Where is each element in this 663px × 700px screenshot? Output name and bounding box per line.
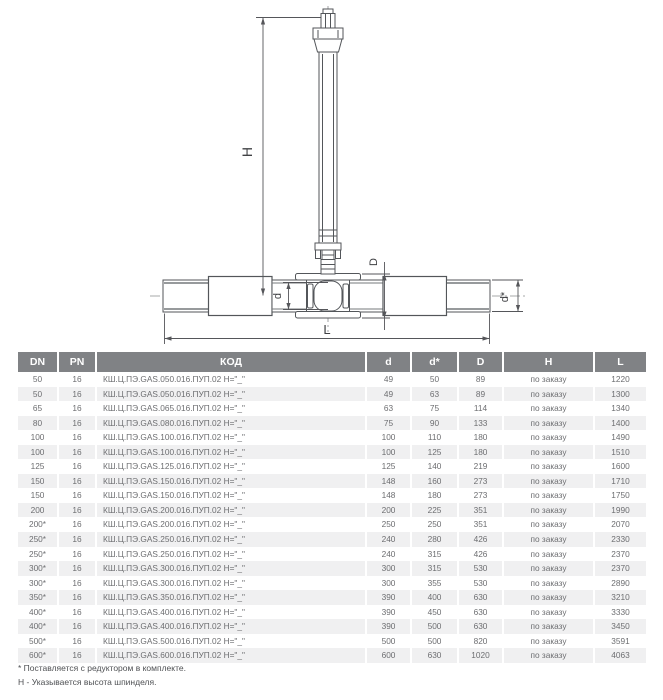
table-row [18, 590, 647, 605]
cell-D: 219 [473, 461, 488, 472]
table-row [18, 474, 647, 489]
table-row [18, 387, 647, 402]
cell-l: 1400 [595, 416, 646, 431]
cell-dstar: 110 [427, 432, 442, 443]
table-row [18, 605, 647, 620]
cell-dn: 100 [18, 445, 57, 460]
cell-D: 351 [473, 519, 488, 530]
cell-h: по заказу [504, 590, 593, 605]
cell-dstar: 315 [412, 561, 457, 576]
dim-label-d: d [272, 292, 284, 300]
cell-d: 148 [381, 490, 396, 501]
cell-dstar: 140 [427, 461, 442, 472]
cell-l: 3210 [595, 590, 646, 605]
table-row [18, 576, 647, 591]
cell-dn: 600* [18, 648, 57, 663]
cell-code: КШ.Ц.ПЭ.GAS.065.016.ПУП.02 Н="_" [103, 403, 245, 414]
cell-dn: 65 [32, 403, 43, 414]
cell-d: 250 [381, 519, 396, 530]
cell-h: по заказу [504, 648, 593, 663]
stem-assembly [313, 9, 343, 274]
cell-h: по заказу [504, 561, 593, 576]
header-d: d [367, 352, 410, 372]
cell-l: 1600 [611, 461, 630, 472]
cell-D: 630 [459, 619, 502, 634]
cell-D: 530 [459, 561, 502, 576]
cell-d: 300 [367, 561, 410, 576]
cell-pn: 16 [72, 432, 82, 443]
cell-dn: 250* [28, 548, 47, 559]
cell-pn: 16 [59, 619, 95, 634]
footnote-spindle-height: Н - Указывается высота шпинделя. [18, 677, 157, 687]
cell-h: по заказу [504, 445, 593, 460]
cell-dn: 200 [18, 503, 57, 518]
header-D: D [459, 352, 502, 372]
cell-pn: 16 [59, 474, 95, 489]
cell-dn: 125 [30, 461, 45, 472]
cell-dstar: 500 [412, 619, 457, 634]
cell-pn: 16 [59, 445, 95, 460]
header-h: H [504, 352, 593, 372]
cell-pn: 16 [59, 416, 95, 431]
cell-dstar: 63 [412, 387, 457, 402]
cell-code: КШ.Ц.ПЭ.GAS.080.016.ПУП.02 Н="_" [97, 416, 365, 431]
header-dn: DN [18, 352, 57, 372]
cell-dn: 50 [18, 387, 57, 402]
cell-l: 1990 [595, 503, 646, 518]
cell-h: по заказу [504, 503, 593, 518]
cell-dstar: 400 [412, 590, 457, 605]
cell-D: 89 [475, 374, 486, 384]
cell-l: 2370 [611, 548, 630, 559]
cell-code: КШ.Ц.ПЭ.GAS.400.016.ПУП.02 Н="_" [103, 606, 245, 617]
cell-dn: 400* [18, 619, 57, 634]
cell-pn: 16 [59, 648, 95, 663]
cell-pn: 16 [72, 635, 82, 646]
cell-h: по заказу [530, 374, 567, 384]
cell-dstar: 250 [427, 519, 442, 530]
cell-dstar: 225 [412, 503, 457, 518]
cell-dn: 200* [28, 519, 47, 530]
footnote-reducer: * Поставляется с редуктором в комплекте. [18, 663, 186, 673]
table-row [18, 401, 647, 416]
cell-d: 390 [367, 619, 410, 634]
cell-l: 3450 [595, 619, 646, 634]
cell-D: 180 [459, 445, 502, 460]
cell-D: 530 [473, 577, 488, 588]
cell-d: 500 [381, 635, 396, 646]
cell-h: по заказу [504, 532, 593, 547]
cell-pn: 16 [59, 561, 95, 576]
cell-d: 600 [367, 648, 410, 663]
cell-D: 630 [473, 606, 488, 617]
left-pipe-end [163, 280, 209, 312]
cell-h: по заказу [530, 461, 567, 472]
right-pipe-end [447, 280, 491, 312]
cell-d: 240 [367, 532, 410, 547]
cell-pn: 16 [72, 403, 82, 414]
table-row [18, 532, 647, 547]
cell-code: КШ.Ц.ПЭ.GAS.125.016.ПУП.02 Н="_" [103, 461, 245, 472]
cell-l: 4063 [595, 648, 646, 663]
cell-dn: 350* [18, 590, 57, 605]
cell-l: 3591 [611, 635, 630, 646]
cell-h: по заказу [530, 403, 567, 414]
cell-pn: 16 [72, 490, 82, 501]
cell-l: 1300 [595, 387, 646, 402]
cell-l: 1710 [595, 474, 646, 489]
cell-d: 75 [367, 416, 410, 431]
cell-D: 273 [459, 474, 502, 489]
cell-D: 89 [459, 387, 502, 402]
cell-pn: 16 [59, 387, 95, 402]
cell-dn: 300* [18, 561, 57, 576]
cell-d: 49 [367, 387, 410, 402]
cell-code: КШ.Ц.ПЭ.GAS.150.016.ПУП.02 Н="_" [103, 490, 245, 501]
header-d-star: d* [412, 352, 457, 372]
cell-D: 630 [459, 590, 502, 605]
cell-h: по заказу [530, 635, 567, 646]
cell-code: КШ.Ц.ПЭ.GAS.300.016.ПУП.02 Н="_" [103, 577, 245, 588]
cell-h: по заказу [530, 490, 567, 501]
dim-label-d-star: d* [499, 291, 511, 303]
cell-dstar: 160 [412, 474, 457, 489]
cell-h: по заказу [530, 548, 567, 559]
cell-d: 49 [383, 374, 394, 384]
header-pn: PN [59, 352, 95, 372]
cell-code: КШ.Ц.ПЭ.GAS.100.016.ПУП.02 Н="_" [97, 445, 365, 460]
cell-dn: 500* [28, 635, 47, 646]
dim-label-H: H [239, 146, 255, 158]
cell-code: КШ.Ц.ПЭ.GAS.200.016.ПУП.02 Н="_" [103, 519, 245, 530]
cell-dstar: 500 [427, 635, 442, 646]
cell-pn: 16 [72, 577, 82, 588]
ball [314, 281, 342, 311]
cell-code: КШ.Ц.ПЭ.GAS.200.016.ПУП.02 Н="_" [97, 503, 365, 518]
dim-label-D: D [368, 258, 380, 266]
table-row [18, 547, 647, 562]
right-sleeve [383, 277, 447, 316]
cell-dn: 100 [30, 432, 45, 443]
cell-dstar: 280 [412, 532, 457, 547]
cell-code: КШ.Ц.ПЭ.GAS.050.016.ПУП.02 Н="_" [97, 387, 365, 402]
cell-pn: 16 [59, 503, 95, 518]
table-row [18, 372, 647, 387]
cell-l: 1490 [611, 432, 630, 443]
spec-table [18, 352, 647, 663]
cell-dstar: 75 [429, 403, 440, 414]
cell-d: 240 [381, 548, 396, 559]
cell-D: 133 [459, 416, 502, 431]
cell-pn: 16 [59, 532, 95, 547]
table-row [18, 517, 647, 532]
cell-l: 2070 [611, 519, 630, 530]
cell-code: КШ.Ц.ПЭ.GAS.350.016.ПУП.02 Н="_" [97, 590, 365, 605]
dim-label-L: L [323, 322, 331, 337]
table-header-row [18, 352, 647, 372]
cell-l: 2370 [595, 561, 646, 576]
cell-dn: 400* [28, 606, 47, 617]
table-row [18, 445, 647, 460]
cell-code: КШ.Ц.ПЭ.GAS.100.016.ПУП.02 Н="_" [103, 432, 245, 443]
table-row [18, 619, 647, 634]
cell-d: 100 [367, 445, 410, 460]
cell-D: 1020 [459, 648, 502, 663]
cell-code: КШ.Ц.ПЭ.GAS.250.016.ПУП.02 Н="_" [103, 548, 245, 559]
table-row [18, 416, 647, 431]
cell-D: 180 [473, 432, 488, 443]
cell-l: 1750 [611, 490, 630, 501]
cell-dn: 150 [18, 474, 57, 489]
cell-h: по заказу [504, 474, 593, 489]
cell-D: 820 [473, 635, 488, 646]
table-row [18, 503, 647, 518]
cell-D: 351 [459, 503, 502, 518]
header-l: L [595, 352, 646, 372]
table-body [18, 372, 647, 663]
cell-dn: 300* [28, 577, 47, 588]
cell-d: 63 [383, 403, 394, 414]
cell-pn: 16 [72, 606, 82, 617]
cell-h: по заказу [504, 619, 593, 634]
cell-dstar: 50 [429, 374, 440, 384]
cell-pn: 16 [59, 590, 95, 605]
cell-dn: 250* [18, 532, 57, 547]
cell-pn: 16 [72, 548, 82, 559]
table-row [18, 648, 647, 663]
cell-d: 200 [367, 503, 410, 518]
cell-pn: 16 [72, 519, 82, 530]
cell-code: КШ.Ц.ПЭ.GAS.050.016.ПУП.02 Н="_" [103, 374, 245, 384]
cell-h: по заказу [504, 387, 593, 402]
cell-D: 426 [473, 548, 488, 559]
cell-h: по заказу [530, 606, 567, 617]
cell-l: 1340 [611, 403, 630, 414]
cell-dstar: 315 [427, 548, 442, 559]
cell-dstar: 90 [412, 416, 457, 431]
cell-l: 2330 [595, 532, 646, 547]
cell-code: КШ.Ц.ПЭ.GAS.600.016.ПУП.02 Н="_" [97, 648, 365, 663]
cell-pn: 16 [72, 461, 82, 472]
cell-l: 2890 [611, 577, 630, 588]
cell-code: КШ.Ц.ПЭ.GAS.150.016.ПУП.02 Н="_" [97, 474, 365, 489]
cell-dn: 80 [18, 416, 57, 431]
cell-code: КШ.Ц.ПЭ.GAS.500.016.ПУП.02 Н="_" [103, 635, 245, 646]
right-mid-pipe [350, 280, 384, 312]
cell-code: КШ.Ц.ПЭ.GAS.250.016.ПУП.02 Н="_" [97, 532, 365, 547]
cell-pn: 16 [72, 374, 82, 384]
table-row [18, 430, 647, 445]
cell-code: КШ.Ц.ПЭ.GAS.300.016.ПУП.02 Н="_" [97, 561, 365, 576]
cell-d: 100 [381, 432, 396, 443]
cell-dstar: 450 [427, 606, 442, 617]
cell-dn: 50 [32, 374, 43, 384]
cell-l: 3330 [611, 606, 630, 617]
cell-dstar: 125 [412, 445, 457, 460]
left-sleeve [209, 277, 273, 316]
cell-D: 114 [473, 403, 488, 414]
cell-d: 300 [381, 577, 396, 588]
cell-l: 1220 [611, 374, 630, 384]
cell-d: 125 [381, 461, 396, 472]
cell-h: по заказу [530, 432, 567, 443]
cell-D: 273 [473, 490, 488, 501]
table-row [18, 634, 647, 649]
cell-dstar: 630 [412, 648, 457, 663]
cell-h: по заказу [530, 519, 567, 530]
dim-H [256, 18, 321, 296]
cell-dn: 150 [30, 490, 45, 501]
table-row [18, 561, 647, 576]
table-row [18, 488, 647, 503]
cell-dstar: 355 [427, 577, 442, 588]
cell-D: 426 [459, 532, 502, 547]
table-row [18, 459, 647, 474]
cell-d: 390 [381, 606, 396, 617]
cell-dstar: 180 [427, 490, 442, 501]
cell-l: 1510 [595, 445, 646, 460]
cell-d: 390 [367, 590, 410, 605]
cell-h: по заказу [504, 416, 593, 431]
cell-h: по заказу [530, 577, 567, 588]
cell-code: КШ.Ц.ПЭ.GAS.400.016.ПУП.02 Н="_" [97, 619, 365, 634]
cell-d: 148 [367, 474, 410, 489]
header-code: КОД [97, 352, 365, 372]
